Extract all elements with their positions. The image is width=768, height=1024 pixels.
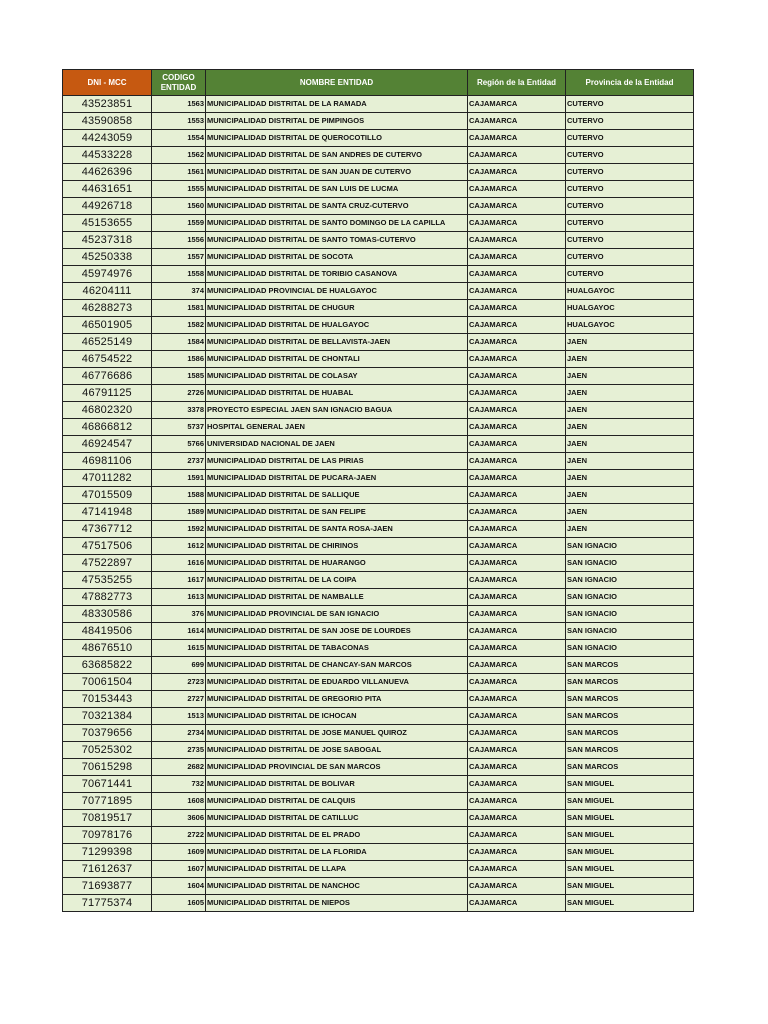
province-cell: CUTERVO xyxy=(566,96,694,113)
dni-cell: 47011282 xyxy=(63,470,152,487)
code-cell: 2737 xyxy=(152,453,206,470)
region-cell: CAJAMARCA xyxy=(468,623,566,640)
dni-cell: 46501905 xyxy=(63,317,152,334)
table-row xyxy=(63,657,694,674)
region-cell: CAJAMARCA xyxy=(468,402,566,419)
dni-cell: 44626396 xyxy=(63,164,152,181)
dni-cell: 70321384 xyxy=(63,708,152,725)
region-cell: CAJAMARCA xyxy=(468,130,566,147)
province-cell: SAN MIGUEL xyxy=(566,878,694,895)
table-row xyxy=(63,470,694,487)
entity-name-cell: MUNICIPALIDAD DISTRITAL DE EDUARDO VILLANUEVA xyxy=(206,674,468,691)
dni-cell: 47522897 xyxy=(63,555,152,572)
code-cell: 2727 xyxy=(152,691,206,708)
entity-name-cell: MUNICIPALIDAD DISTRITAL DE CHONTALI xyxy=(206,351,468,368)
table-row xyxy=(63,283,694,300)
entity-name-cell: MUNICIPALIDAD DISTRITAL DE NANCHOC xyxy=(206,878,468,895)
province-cell: JAEN xyxy=(566,487,694,504)
table-row xyxy=(63,317,694,334)
table-row xyxy=(63,300,694,317)
dni-cell: 45250338 xyxy=(63,249,152,266)
code-cell: 1558 xyxy=(152,266,206,283)
code-cell: 2726 xyxy=(152,385,206,402)
region-cell: CAJAMARCA xyxy=(468,317,566,334)
dni-cell: 48419506 xyxy=(63,623,152,640)
table-row xyxy=(63,521,694,538)
entity-name-cell: MUNICIPALIDAD DISTRITAL DE SOCOTA xyxy=(206,249,468,266)
dni-cell: 70615298 xyxy=(63,759,152,776)
code-cell: 1605 xyxy=(152,895,206,912)
dni-cell: 45153655 xyxy=(63,215,152,232)
entity-name-cell: MUNICIPALIDAD DISTRITAL DE TABACONAS xyxy=(206,640,468,657)
dni-cell: 44631651 xyxy=(63,181,152,198)
province-cell: SAN MIGUEL xyxy=(566,827,694,844)
table-row xyxy=(63,759,694,776)
region-cell: CAJAMARCA xyxy=(468,742,566,759)
table-row xyxy=(63,113,694,130)
region-cell: CAJAMARCA xyxy=(468,113,566,130)
dni-cell: 43523851 xyxy=(63,96,152,113)
province-cell: CUTERVO xyxy=(566,147,694,164)
table-row xyxy=(63,215,694,232)
region-cell: CAJAMARCA xyxy=(468,827,566,844)
province-cell: HUALGAYOC xyxy=(566,317,694,334)
entity-name-cell: MUNICIPALIDAD PROVINCIAL DE SAN MARCOS xyxy=(206,759,468,776)
region-cell: CAJAMARCA xyxy=(468,640,566,657)
region-cell: CAJAMARCA xyxy=(468,589,566,606)
province-cell: JAEN xyxy=(566,334,694,351)
entity-name-cell: MUNICIPALIDAD DISTRITAL DE LA COIPA xyxy=(206,572,468,589)
dni-cell: 70771895 xyxy=(63,793,152,810)
code-cell: 1513 xyxy=(152,708,206,725)
header-nombre: NOMBRE ENTIDAD xyxy=(206,70,468,96)
code-cell: 699 xyxy=(152,657,206,674)
code-cell: 1588 xyxy=(152,487,206,504)
province-cell: JAEN xyxy=(566,419,694,436)
entity-name-cell: MUNICIPALIDAD DISTRITAL DE HUALGAYOC xyxy=(206,317,468,334)
region-cell: CAJAMARCA xyxy=(468,674,566,691)
table-row xyxy=(63,334,694,351)
province-cell: SAN IGNACIO xyxy=(566,623,694,640)
table-row xyxy=(63,487,694,504)
code-cell: 1585 xyxy=(152,368,206,385)
code-cell: 2723 xyxy=(152,674,206,691)
code-cell: 1612 xyxy=(152,538,206,555)
province-cell: CUTERVO xyxy=(566,249,694,266)
entity-name-cell: MUNICIPALIDAD DISTRITAL DE QUEROCOTILLO xyxy=(206,130,468,147)
dni-cell: 70153443 xyxy=(63,691,152,708)
province-cell: CUTERVO xyxy=(566,113,694,130)
code-cell: 1554 xyxy=(152,130,206,147)
entity-name-cell: MUNICIPALIDAD DISTRITAL DE SANTA CRUZ-CUTERVO xyxy=(206,198,468,215)
dni-cell: 46776686 xyxy=(63,368,152,385)
region-cell: CAJAMARCA xyxy=(468,266,566,283)
province-cell: CUTERVO xyxy=(566,181,694,198)
code-cell: 1563 xyxy=(152,96,206,113)
province-cell: SAN MARCOS xyxy=(566,742,694,759)
code-cell: 1562 xyxy=(152,147,206,164)
dni-cell: 46288273 xyxy=(63,300,152,317)
dni-cell: 71775374 xyxy=(63,895,152,912)
table-row xyxy=(63,674,694,691)
dni-cell: 46981106 xyxy=(63,453,152,470)
dni-cell: 44243059 xyxy=(63,130,152,147)
dni-cell: 47517506 xyxy=(63,538,152,555)
table-row xyxy=(63,623,694,640)
entity-name-cell: MUNICIPALIDAD DISTRITAL DE CHUGUR xyxy=(206,300,468,317)
region-cell: CAJAMARCA xyxy=(468,164,566,181)
table-row xyxy=(63,249,694,266)
region-cell: CAJAMARCA xyxy=(468,555,566,572)
code-cell: 1592 xyxy=(152,521,206,538)
table-row xyxy=(63,691,694,708)
region-cell: CAJAMARCA xyxy=(468,181,566,198)
header-dni: DNI - MCC xyxy=(63,70,152,96)
dni-cell: 45974976 xyxy=(63,266,152,283)
province-cell: JAEN xyxy=(566,504,694,521)
dni-cell: 47535255 xyxy=(63,572,152,589)
table-row xyxy=(63,572,694,589)
dni-cell: 46791125 xyxy=(63,385,152,402)
entity-name-cell: MUNICIPALIDAD DISTRITAL DE NIEPOS xyxy=(206,895,468,912)
code-cell: 2682 xyxy=(152,759,206,776)
dni-cell: 63685822 xyxy=(63,657,152,674)
region-cell: CAJAMARCA xyxy=(468,861,566,878)
region-cell: CAJAMARCA xyxy=(468,453,566,470)
code-cell: 1586 xyxy=(152,351,206,368)
region-cell: CAJAMARCA xyxy=(468,283,566,300)
province-cell: JAEN xyxy=(566,368,694,385)
code-cell: 1581 xyxy=(152,300,206,317)
region-cell: CAJAMARCA xyxy=(468,487,566,504)
code-cell: 1582 xyxy=(152,317,206,334)
table-row xyxy=(63,725,694,742)
province-cell: SAN IGNACIO xyxy=(566,538,694,555)
entity-name-cell: MUNICIPALIDAD DISTRITAL DE JOSE SABOGAL xyxy=(206,742,468,759)
code-cell: 1613 xyxy=(152,589,206,606)
entity-name-cell: MUNICIPALIDAD DISTRITAL DE COLASAY xyxy=(206,368,468,385)
code-cell: 1607 xyxy=(152,861,206,878)
code-cell: 1617 xyxy=(152,572,206,589)
table-row xyxy=(63,742,694,759)
code-cell: 1560 xyxy=(152,198,206,215)
entity-name-cell: MUNICIPALIDAD PROVINCIAL DE SAN IGNACIO xyxy=(206,606,468,623)
region-cell: CAJAMARCA xyxy=(468,419,566,436)
dni-cell: 47141948 xyxy=(63,504,152,521)
header-provincia: Provincia de la Entidad xyxy=(566,70,694,96)
code-cell: 5737 xyxy=(152,419,206,436)
region-cell: CAJAMARCA xyxy=(468,96,566,113)
province-cell: CUTERVO xyxy=(566,164,694,181)
table-row xyxy=(63,266,694,283)
province-cell: SAN MARCOS xyxy=(566,708,694,725)
entity-name-cell: MUNICIPALIDAD DISTRITAL DE BOLIVAR xyxy=(206,776,468,793)
entity-name-cell: MUNICIPALIDAD DISTRITAL DE LAS PIRIAS xyxy=(206,453,468,470)
dni-cell: 70379656 xyxy=(63,725,152,742)
province-cell: SAN IGNACIO xyxy=(566,640,694,657)
province-cell: JAEN xyxy=(566,402,694,419)
code-cell: 3606 xyxy=(152,810,206,827)
province-cell: JAEN xyxy=(566,470,694,487)
province-cell: SAN MIGUEL xyxy=(566,844,694,861)
code-cell: 732 xyxy=(152,776,206,793)
region-cell: CAJAMARCA xyxy=(468,793,566,810)
table-row xyxy=(63,181,694,198)
dni-cell: 47882773 xyxy=(63,589,152,606)
dni-cell: 70061504 xyxy=(63,674,152,691)
dni-cell: 71612637 xyxy=(63,861,152,878)
code-cell: 374 xyxy=(152,283,206,300)
region-cell: CAJAMARCA xyxy=(468,895,566,912)
table-row xyxy=(63,96,694,113)
region-cell: CAJAMARCA xyxy=(468,606,566,623)
dni-cell: 43590858 xyxy=(63,113,152,130)
dni-cell: 44926718 xyxy=(63,198,152,215)
dni-cell: 48330586 xyxy=(63,606,152,623)
entity-name-cell: MUNICIPALIDAD DISTRITAL DE SANTO DOMINGO DE LA CAPILLA xyxy=(206,215,468,232)
province-cell: SAN MARCOS xyxy=(566,674,694,691)
dni-cell: 46924547 xyxy=(63,436,152,453)
dni-cell: 47015509 xyxy=(63,487,152,504)
province-cell: CUTERVO xyxy=(566,232,694,249)
code-cell: 1616 xyxy=(152,555,206,572)
entity-name-cell: MUNICIPALIDAD DISTRITAL DE SAN FELIPE xyxy=(206,504,468,521)
entity-name-cell: MUNICIPALIDAD DISTRITAL DE CHANCAY-SAN MARCOS xyxy=(206,657,468,674)
region-cell: CAJAMARCA xyxy=(468,385,566,402)
entity-name-cell: MUNICIPALIDAD DISTRITAL DE NAMBALLE xyxy=(206,589,468,606)
entity-name-cell: MUNICIPALIDAD DISTRITAL DE CATILLUC xyxy=(206,810,468,827)
entity-name-cell: MUNICIPALIDAD DISTRITAL DE SAN JUAN DE CUTERVO xyxy=(206,164,468,181)
entity-name-cell: MUNICIPALIDAD DISTRITAL DE PUCARA-JAEN xyxy=(206,470,468,487)
entity-name-cell: MUNICIPALIDAD DISTRITAL DE PIMPINGOS xyxy=(206,113,468,130)
table-row xyxy=(63,606,694,623)
region-cell: CAJAMARCA xyxy=(468,198,566,215)
header-row xyxy=(63,70,694,96)
region-cell: CAJAMARCA xyxy=(468,810,566,827)
entity-name-cell: MUNICIPALIDAD DISTRITAL DE GREGORIO PITA xyxy=(206,691,468,708)
entity-name-cell: MUNICIPALIDAD PROVINCIAL DE HUALGAYOC xyxy=(206,283,468,300)
code-cell: 376 xyxy=(152,606,206,623)
province-cell: SAN IGNACIO xyxy=(566,555,694,572)
dni-cell: 70525302 xyxy=(63,742,152,759)
province-cell: JAEN xyxy=(566,351,694,368)
table-row xyxy=(63,861,694,878)
entity-name-cell: PROYECTO ESPECIAL JAEN SAN IGNACIO BAGUA xyxy=(206,402,468,419)
code-cell: 1556 xyxy=(152,232,206,249)
code-cell: 1553 xyxy=(152,113,206,130)
code-cell: 1609 xyxy=(152,844,206,861)
table-row xyxy=(63,453,694,470)
region-cell: CAJAMARCA xyxy=(468,232,566,249)
table-row xyxy=(63,164,694,181)
province-cell: SAN MIGUEL xyxy=(566,776,694,793)
region-cell: CAJAMARCA xyxy=(468,878,566,895)
entity-name-cell: MUNICIPALIDAD DISTRITAL DE BELLAVISTA-JAEN xyxy=(206,334,468,351)
table-row xyxy=(63,844,694,861)
code-cell: 1604 xyxy=(152,878,206,895)
table-row xyxy=(63,555,694,572)
province-cell: JAEN xyxy=(566,385,694,402)
dni-cell: 44533228 xyxy=(63,147,152,164)
header-region: Región de la Entidad xyxy=(468,70,566,96)
code-cell: 2722 xyxy=(152,827,206,844)
entity-name-cell: MUNICIPALIDAD DISTRITAL DE SAN JOSE DE LOURDES xyxy=(206,623,468,640)
code-cell: 2734 xyxy=(152,725,206,742)
region-cell: CAJAMARCA xyxy=(468,504,566,521)
region-cell: CAJAMARCA xyxy=(468,572,566,589)
dni-cell: 46525149 xyxy=(63,334,152,351)
code-cell: 1584 xyxy=(152,334,206,351)
entity-name-cell: MUNICIPALIDAD DISTRITAL DE EL PRADO xyxy=(206,827,468,844)
entity-name-cell: UNIVERSIDAD NACIONAL DE JAEN xyxy=(206,436,468,453)
province-cell: CUTERVO xyxy=(566,215,694,232)
region-cell: CAJAMARCA xyxy=(468,691,566,708)
code-cell: 1559 xyxy=(152,215,206,232)
table-row xyxy=(63,402,694,419)
province-cell: SAN MARCOS xyxy=(566,691,694,708)
table-row xyxy=(63,385,694,402)
table-row xyxy=(63,130,694,147)
region-cell: CAJAMARCA xyxy=(468,725,566,742)
dni-cell: 45237318 xyxy=(63,232,152,249)
province-cell: SAN MIGUEL xyxy=(566,861,694,878)
entity-name-cell: MUNICIPALIDAD DISTRITAL DE LA FLORIDA xyxy=(206,844,468,861)
province-cell: SAN MIGUEL xyxy=(566,793,694,810)
region-cell: CAJAMARCA xyxy=(468,368,566,385)
entity-name-cell: MUNICIPALIDAD DISTRITAL DE ICHOCAN xyxy=(206,708,468,725)
code-cell: 1614 xyxy=(152,623,206,640)
dni-cell: 71299398 xyxy=(63,844,152,861)
entity-table xyxy=(62,69,694,912)
entity-name-cell: MUNICIPALIDAD DISTRITAL DE LLAPA xyxy=(206,861,468,878)
table-row xyxy=(63,878,694,895)
entity-name-cell: MUNICIPALIDAD DISTRITAL DE HUARANGO xyxy=(206,555,468,572)
code-cell: 1561 xyxy=(152,164,206,181)
table-row xyxy=(63,538,694,555)
table-row xyxy=(63,368,694,385)
table-row xyxy=(63,589,694,606)
province-cell: JAEN xyxy=(566,436,694,453)
region-cell: CAJAMARCA xyxy=(468,147,566,164)
table-row xyxy=(63,827,694,844)
province-cell: SAN MIGUEL xyxy=(566,895,694,912)
code-cell: 1589 xyxy=(152,504,206,521)
province-cell: SAN MIGUEL xyxy=(566,810,694,827)
table-row xyxy=(63,640,694,657)
table-row xyxy=(63,351,694,368)
code-cell: 1591 xyxy=(152,470,206,487)
entity-name-cell: MUNICIPALIDAD DISTRITAL DE SAN LUIS DE LUCMA xyxy=(206,181,468,198)
code-cell: 3378 xyxy=(152,402,206,419)
region-cell: CAJAMARCA xyxy=(468,215,566,232)
table-row xyxy=(63,504,694,521)
province-cell: SAN IGNACIO xyxy=(566,572,694,589)
table-row xyxy=(63,895,694,912)
entity-name-cell: MUNICIPALIDAD DISTRITAL DE SANTA ROSA-JAEN xyxy=(206,521,468,538)
region-cell: CAJAMARCA xyxy=(468,538,566,555)
region-cell: CAJAMARCA xyxy=(468,844,566,861)
province-cell: HUALGAYOC xyxy=(566,283,694,300)
code-cell: 1615 xyxy=(152,640,206,657)
dni-cell: 70819517 xyxy=(63,810,152,827)
table-row xyxy=(63,436,694,453)
province-cell: SAN MARCOS xyxy=(566,657,694,674)
entity-name-cell: MUNICIPALIDAD DISTRITAL DE CALQUIS xyxy=(206,793,468,810)
code-cell: 1555 xyxy=(152,181,206,198)
entity-name-cell: HOSPITAL GENERAL JAEN xyxy=(206,419,468,436)
province-cell: SAN MARCOS xyxy=(566,725,694,742)
table-row xyxy=(63,776,694,793)
province-cell: SAN IGNACIO xyxy=(566,589,694,606)
province-cell: SAN IGNACIO xyxy=(566,606,694,623)
table-row xyxy=(63,147,694,164)
dni-cell: 70671441 xyxy=(63,776,152,793)
province-cell: SAN MARCOS xyxy=(566,759,694,776)
table-body xyxy=(63,96,694,912)
dni-cell: 71693877 xyxy=(63,878,152,895)
province-cell: HUALGAYOC xyxy=(566,300,694,317)
entity-name-cell: MUNICIPALIDAD DISTRITAL DE TORIBIO CASANOVA xyxy=(206,266,468,283)
table-row xyxy=(63,198,694,215)
dni-cell: 46204111 xyxy=(63,283,152,300)
region-cell: CAJAMARCA xyxy=(468,657,566,674)
code-cell: 2735 xyxy=(152,742,206,759)
dni-cell: 46754522 xyxy=(63,351,152,368)
entity-name-cell: MUNICIPALIDAD DISTRITAL DE JOSE MANUEL QUIROZ xyxy=(206,725,468,742)
entity-name-cell: MUNICIPALIDAD DISTRITAL DE HUABAL xyxy=(206,385,468,402)
dni-cell: 46802320 xyxy=(63,402,152,419)
region-cell: CAJAMARCA xyxy=(468,351,566,368)
region-cell: CAJAMARCA xyxy=(468,300,566,317)
code-cell: 1557 xyxy=(152,249,206,266)
region-cell: CAJAMARCA xyxy=(468,776,566,793)
table-row xyxy=(63,419,694,436)
region-cell: CAJAMARCA xyxy=(468,249,566,266)
region-cell: CAJAMARCA xyxy=(468,521,566,538)
region-cell: CAJAMARCA xyxy=(468,708,566,725)
table-row xyxy=(63,810,694,827)
table-row xyxy=(63,793,694,810)
dni-cell: 70978176 xyxy=(63,827,152,844)
dni-cell: 46866812 xyxy=(63,419,152,436)
entity-name-cell: MUNICIPALIDAD DISTRITAL DE LA RAMADA xyxy=(206,96,468,113)
province-cell: JAEN xyxy=(566,521,694,538)
header-codigo: CODIGO ENTIDAD xyxy=(152,70,206,96)
table-row xyxy=(63,232,694,249)
entity-name-cell: MUNICIPALIDAD DISTRITAL DE CHIRINOS xyxy=(206,538,468,555)
province-cell: CUTERVO xyxy=(566,130,694,147)
region-cell: CAJAMARCA xyxy=(468,470,566,487)
code-cell: 1608 xyxy=(152,793,206,810)
province-cell: CUTERVO xyxy=(566,198,694,215)
region-cell: CAJAMARCA xyxy=(468,436,566,453)
code-cell: 5766 xyxy=(152,436,206,453)
dni-cell: 47367712 xyxy=(63,521,152,538)
region-cell: CAJAMARCA xyxy=(468,759,566,776)
entity-name-cell: MUNICIPALIDAD DISTRITAL DE SAN ANDRES DE CUTERVO xyxy=(206,147,468,164)
dni-cell: 48676510 xyxy=(63,640,152,657)
region-cell: CAJAMARCA xyxy=(468,334,566,351)
table-row xyxy=(63,708,694,725)
province-cell: CUTERVO xyxy=(566,266,694,283)
entity-name-cell: MUNICIPALIDAD DISTRITAL DE SALLIQUE xyxy=(206,487,468,504)
entity-name-cell: MUNICIPALIDAD DISTRITAL DE SANTO TOMAS-CUTERVO xyxy=(206,232,468,249)
province-cell: JAEN xyxy=(566,453,694,470)
